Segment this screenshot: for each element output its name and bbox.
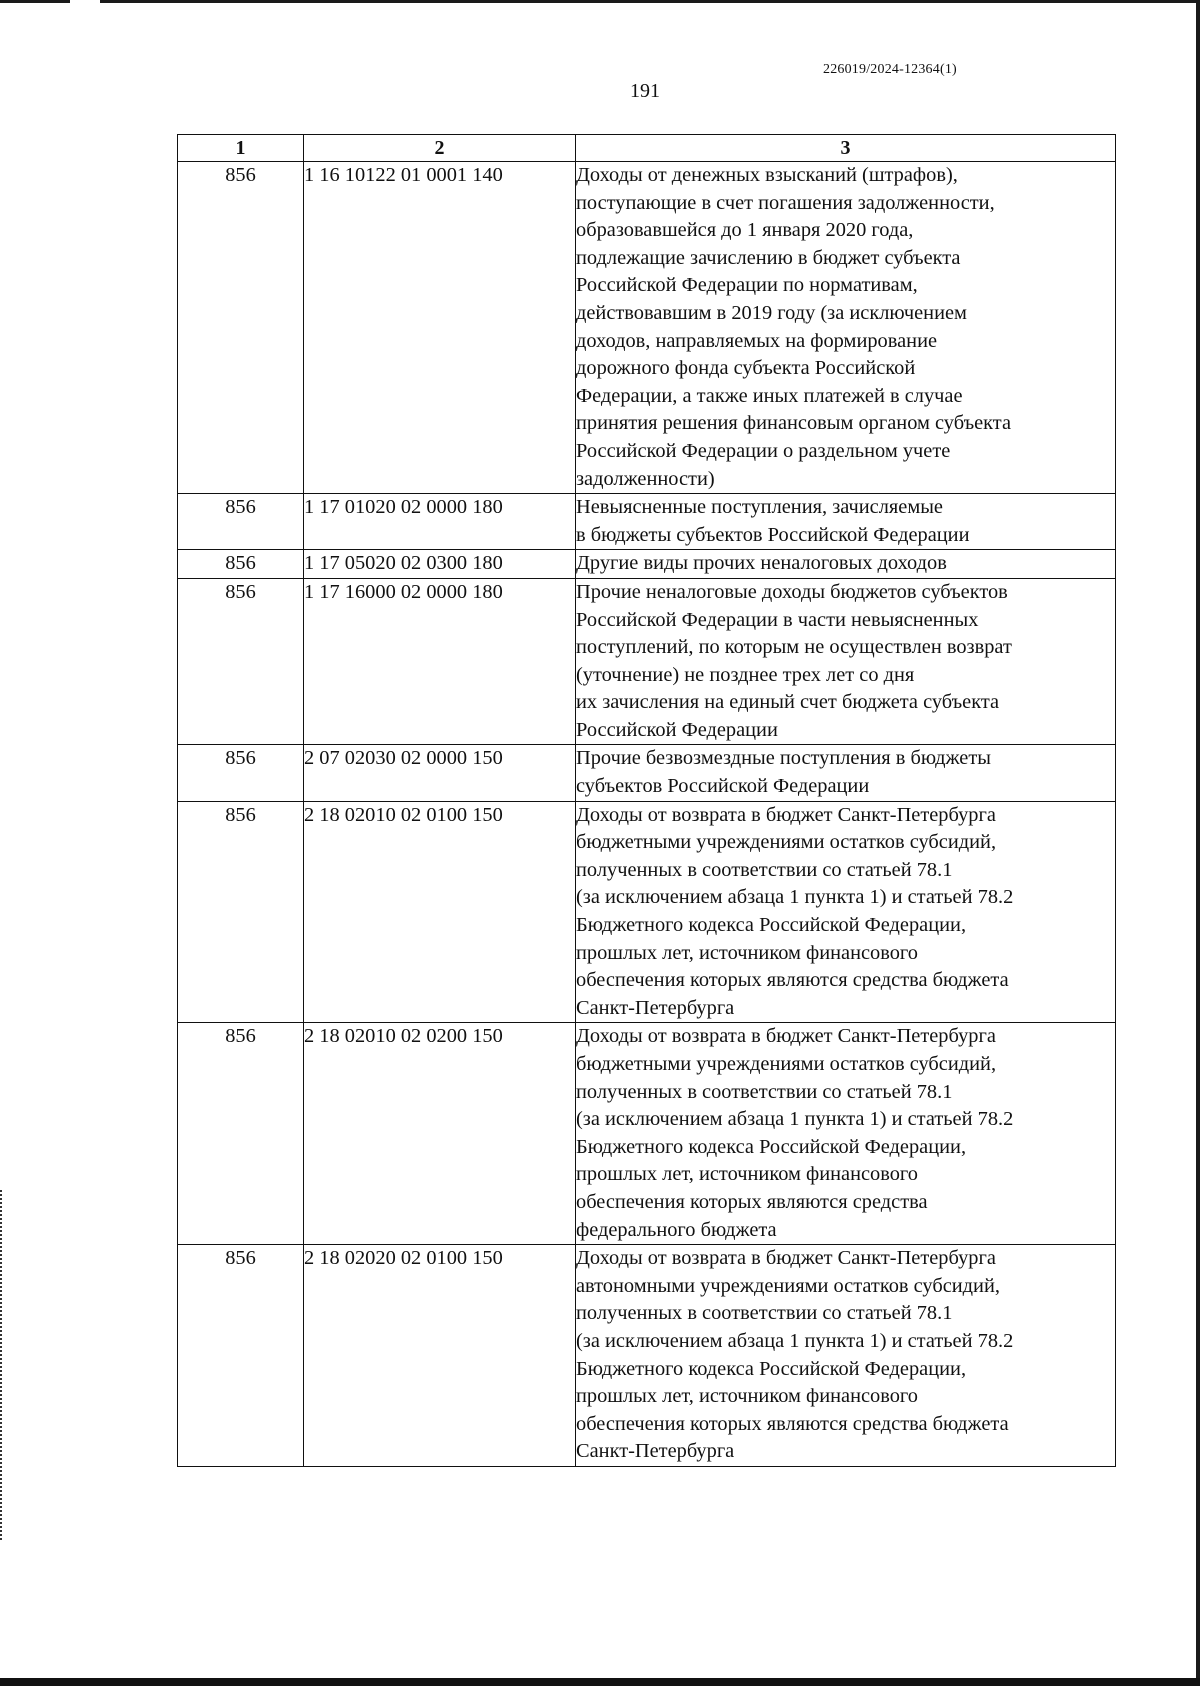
description-line: обеспечения которых являются средства bbox=[576, 1190, 928, 1213]
description-line: Другие виды прочих неналоговых доходов bbox=[576, 552, 947, 575]
table-row bbox=[178, 1245, 1116, 1467]
scan-edge-left-marks bbox=[0, 1190, 5, 1540]
description-line: Доходы от возврата в бюджет Санкт-Петербурга bbox=[576, 803, 996, 826]
admin-code-cell: 856 bbox=[178, 162, 304, 494]
scan-edge-right bbox=[1196, 0, 1200, 1686]
description-line: Российской Федерации о раздельном учете bbox=[576, 439, 951, 462]
admin-code-cell: 856 bbox=[178, 550, 304, 579]
description-line: в бюджеты субъектов Российской Федерации bbox=[576, 523, 970, 546]
table-row bbox=[178, 801, 1116, 1023]
kbk-code-cell: 1 17 05020 02 0300 180 bbox=[304, 550, 576, 579]
admin-code-cell: 856 bbox=[178, 1245, 304, 1467]
description-line: (за исключением абзаца 1 пункта 1) и статьей 78.2 bbox=[576, 886, 1014, 909]
description-line: задолженности) bbox=[576, 467, 715, 490]
column-header-3: 3 bbox=[576, 135, 1116, 162]
kbk-code-cell: 1 17 16000 02 0000 180 bbox=[304, 578, 576, 745]
description-line: Санкт-Петербурга bbox=[576, 996, 735, 1019]
description-line: бюджетными учреждениями остатков субсидий, bbox=[576, 1053, 997, 1075]
table-row bbox=[178, 745, 1116, 801]
description-line: полученных в соответствии со статьей 78.1 bbox=[576, 1080, 953, 1103]
description-line: прошлых лет, источником финансового bbox=[576, 941, 918, 964]
description-cell bbox=[576, 1245, 1116, 1467]
description-line: доходов, направляемых на формирование bbox=[576, 329, 938, 352]
description-line: прошлых лет, источником финансового bbox=[576, 1163, 918, 1186]
scan-edge-top bbox=[0, 0, 1200, 3]
column-header-1: 1 bbox=[178, 135, 304, 162]
description-line: полученных в соответствии со статьей 78.1 bbox=[576, 858, 953, 881]
description-line: Невыясненные поступления, зачисляемые bbox=[576, 496, 943, 519]
description-line: подлежащие зачислению в бюджет субъекта bbox=[576, 246, 961, 269]
description-line: поступлений, по которым не осуществлен возврат bbox=[576, 636, 1012, 659]
table-row bbox=[178, 1023, 1116, 1245]
table-header-row bbox=[178, 135, 1116, 162]
registration-number: 226019/2024-12364(1) bbox=[823, 62, 957, 77]
description-cell bbox=[576, 745, 1116, 801]
description-cell bbox=[576, 550, 1116, 579]
description-line: субъектов Российской Федерации bbox=[576, 775, 870, 798]
description-line: Российской Федерации в части невыясненных bbox=[576, 608, 979, 631]
description-line: Российской Федерации по нормативам, bbox=[576, 274, 918, 297]
kbk-code-cell: 1 17 01020 02 0000 180 bbox=[304, 494, 576, 550]
description-line: Прочие безвозмездные поступления в бюджеты bbox=[576, 747, 991, 770]
column-header-2: 2 bbox=[304, 135, 576, 162]
description-cell bbox=[576, 162, 1116, 494]
description-cell bbox=[576, 494, 1116, 550]
admin-code-cell: 856 bbox=[178, 1023, 304, 1245]
description-line: Санкт-Петербурга bbox=[576, 1440, 735, 1463]
kbk-code-cell: 2 18 02020 02 0100 150 bbox=[304, 1245, 576, 1467]
description-line: дорожного фонда субъекта Российской bbox=[576, 357, 916, 380]
description-line: поступающие в счет погашения задолженности, bbox=[576, 191, 995, 214]
description-line: автономными учреждениями остатков субсидий, bbox=[576, 1274, 1000, 1297]
description-line: бюджетными учреждениями остатков субсидий, bbox=[576, 831, 997, 854]
description-line: Бюджетного кодекса Российской Федерации, bbox=[576, 914, 967, 937]
revenue-codes-table bbox=[177, 134, 1116, 1467]
admin-code-cell: 856 bbox=[178, 578, 304, 745]
scan-edge-gap bbox=[70, 0, 100, 3]
description-line: федерального бюджета bbox=[576, 1218, 777, 1241]
table-row bbox=[178, 494, 1116, 550]
kbk-code-cell: 2 18 02010 02 0100 150 bbox=[304, 801, 576, 1023]
description-line: Доходы от возврата в бюджет Санкт-Петербурга bbox=[576, 1247, 996, 1270]
description-line: (за исключением абзаца 1 пункта 1) и статьей 78.2 bbox=[576, 1329, 1014, 1352]
description-line: принятия решения финансовым органом субъекта bbox=[576, 412, 1012, 435]
table-row bbox=[178, 550, 1116, 579]
description-line: действовавшим в 2019 году (за исключением bbox=[576, 301, 967, 324]
description-line: их зачисления на единый счет бюджета субъекта bbox=[576, 691, 1000, 714]
kbk-code-cell: 2 18 02010 02 0200 150 bbox=[304, 1023, 576, 1245]
description-cell bbox=[576, 801, 1116, 1023]
admin-code-cell: 856 bbox=[178, 801, 304, 1023]
description-line: Доходы от денежных взысканий (штрафов), bbox=[576, 164, 958, 186]
description-line: (уточнение) не позднее трех лет со дня bbox=[576, 663, 915, 686]
kbk-code-cell: 1 16 10122 01 0001 140 bbox=[304, 162, 576, 494]
kbk-code-cell: 2 07 02030 02 0000 150 bbox=[304, 745, 576, 801]
table-row bbox=[178, 162, 1116, 494]
description-line: полученных в соответствии со статьей 78.1 bbox=[576, 1302, 953, 1325]
page-number: 191 bbox=[630, 80, 660, 102]
description-line: обеспечения которых являются средства бюджета bbox=[576, 1412, 1009, 1435]
scan-edge-bottom bbox=[0, 1678, 1200, 1686]
description-line: Бюджетного кодекса Российской Федерации, bbox=[576, 1357, 967, 1380]
table-row bbox=[178, 578, 1116, 745]
description-line: (за исключением абзаца 1 пункта 1) и статьей 78.2 bbox=[576, 1108, 1014, 1131]
description-cell bbox=[576, 1023, 1116, 1245]
table-body bbox=[178, 162, 1116, 1467]
description-line: Российской Федерации bbox=[576, 718, 778, 741]
description-line: Прочие неналоговые доходы бюджетов субъектов bbox=[576, 580, 1008, 603]
description-line: Доходы от возврата в бюджет Санкт-Петербурга bbox=[576, 1025, 996, 1048]
description-line: Бюджетного кодекса Российской Федерации, bbox=[576, 1135, 967, 1158]
description-line: прошлых лет, источником финансового bbox=[576, 1385, 918, 1408]
description-cell bbox=[576, 578, 1116, 745]
description-line: Федерации, а также иных платежей в случае bbox=[576, 384, 963, 407]
description-line: образовавшейся до 1 января 2020 года, bbox=[576, 219, 914, 242]
admin-code-cell: 856 bbox=[178, 494, 304, 550]
admin-code-cell: 856 bbox=[178, 745, 304, 801]
description-line: обеспечения которых являются средства бюджета bbox=[576, 969, 1009, 992]
